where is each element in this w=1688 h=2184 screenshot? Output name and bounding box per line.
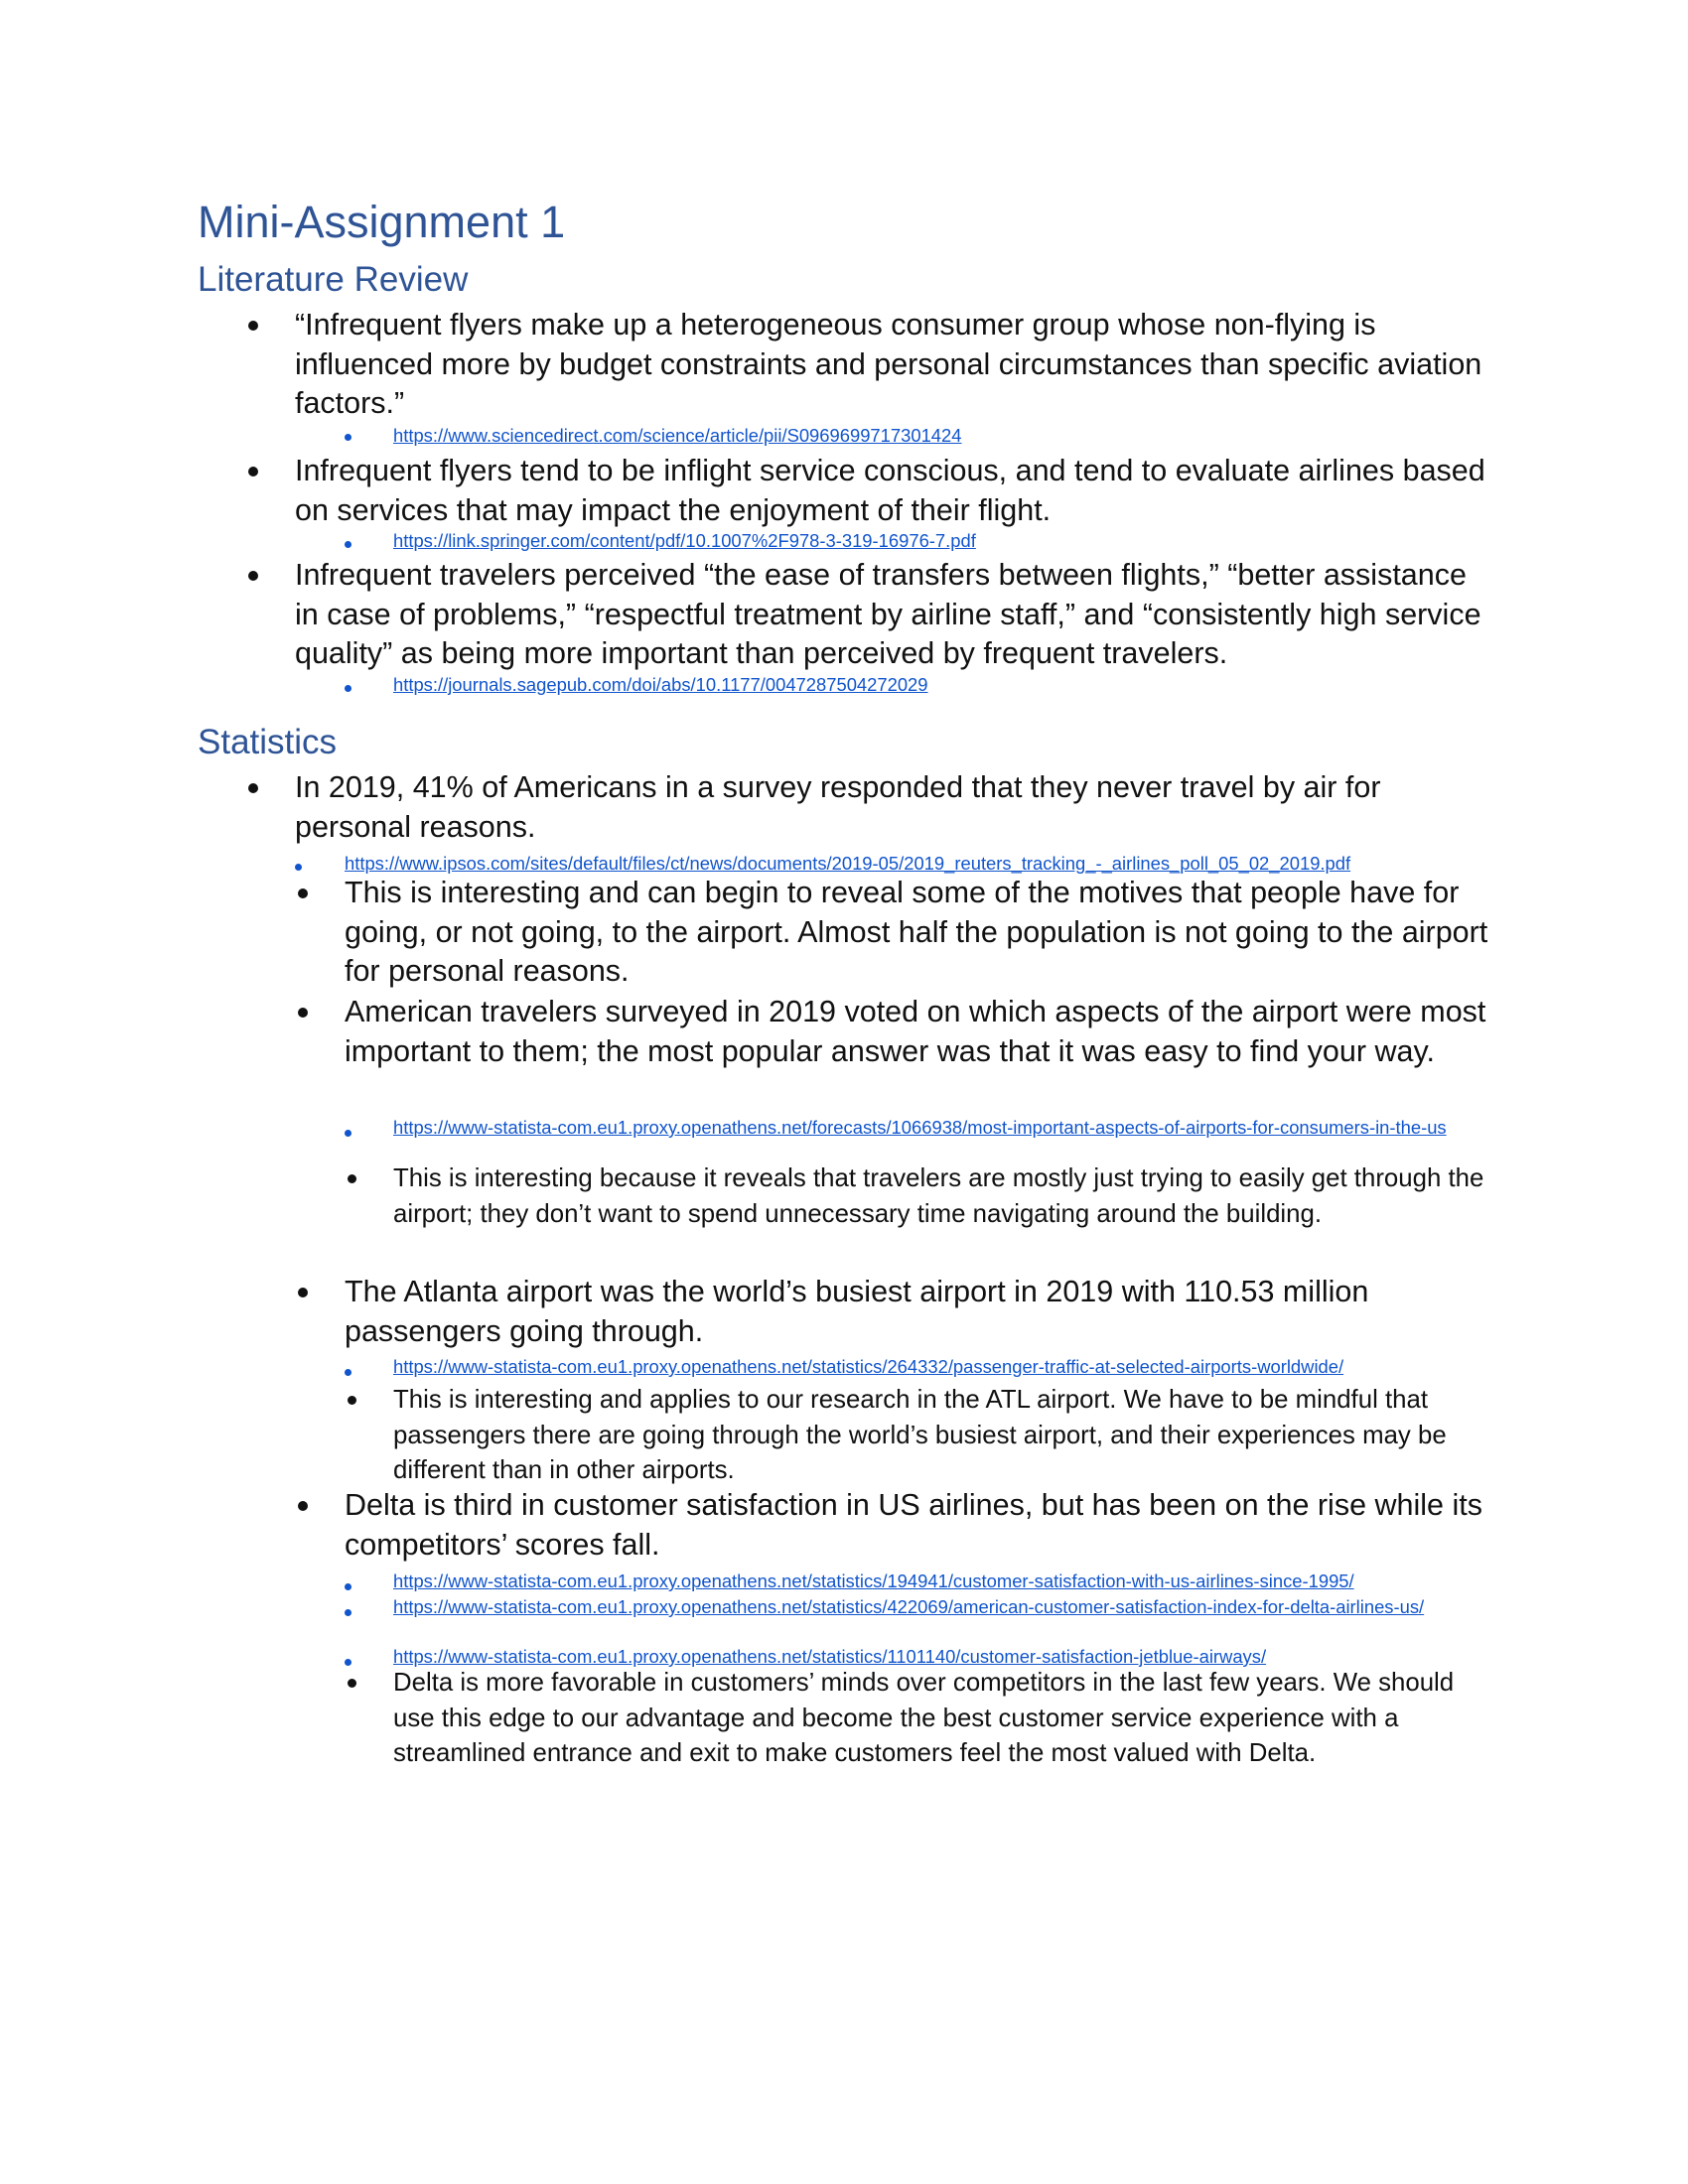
- bullet-icon: [348, 1396, 356, 1405]
- bullet-icon: [248, 783, 258, 793]
- section-heading-statistics: Statistics: [198, 723, 338, 761]
- statistics-note-text: This is interesting and can begin to reveal some of the motives that people have for going, or not going, to the airport. Almost half the population is not going to the airport for personal reasons.: [345, 876, 1488, 988]
- section-heading-literature-review: Literature Review: [198, 260, 469, 299]
- reference-link[interactable]: https://www.sciencedirect.com/science/article/pii/S0969699717301424: [393, 425, 962, 446]
- statistics-note-text: Delta is more favorable in customers’ minds over competitors in the last few years. We should use this edge to our advantage and become the best customer service experience with a streamlined entrance and exit to make customers feel the most valued with Delta.: [393, 1669, 1455, 1767]
- reference-link[interactable]: https://www-statista-com.eu1.proxy.openathens.net/statistics/422069/american-customer-satisfaction-index-for-delta-airlines-us/: [393, 1596, 1425, 1617]
- statistics-point-text: The Atlanta airport was the world’s busiest airport in 2019 with 110.53 million passengers going through.: [345, 1275, 1369, 1348]
- bullet-icon: [298, 1008, 308, 1018]
- bullet-icon: [348, 1174, 356, 1183]
- literature-item-text: Infrequent travelers perceived “the ease of transfers between flights,” “better assistance in case of problems,” “respectful treatment by airline staff,” and “consistently high service quality” as being more important than perceived by frequent travelers.: [295, 558, 1481, 670]
- literature-item-text: “Infrequent flyers make up a heterogeneous consumer group whose non-flying is influenced more by budget constraints and personal circumstances than specific aviation factors.”: [295, 308, 1482, 420]
- statistics-point-text: Delta is third in customer satisfaction in US airlines, but has been on the rise while its competitors’ scores fall.: [345, 1488, 1482, 1562]
- statistics-intro-text: In 2019, 41% of Americans in a survey responded that they never travel by air for personal reasons.: [295, 770, 1381, 844]
- reference-link[interactable]: https://www-statista-com.eu1.proxy.openathens.net/statistics/264332/passenger-traffic-at-selected-airports-worldwide/: [393, 1356, 1344, 1377]
- reference-link[interactable]: https://www.ipsos.com/sites/default/files/ct/news/documents/2019-05/2019_reuters_tracking_-_airlines_poll_05_02_2019.pdf: [345, 853, 1351, 874]
- statistics-note-text: This is interesting because it reveals that travelers are mostly just trying to easily get through the airport; they don’t want to spend unnecessary time navigating around the building.: [393, 1164, 1484, 1228]
- bullet-icon: [248, 321, 258, 331]
- reference-link[interactable]: https://www-statista-com.eu1.proxy.openathens.net/statistics/1101140/customer-satisfaction-jetblue-airways/: [393, 1646, 1267, 1667]
- bullet-icon: [298, 1501, 308, 1511]
- statistics-note-text: This is interesting and applies to our research in the ATL airport. We have to be mindful that passengers there are going through the world’s busiest airport, and their experiences may be different than in other airports.: [393, 1386, 1447, 1484]
- reference-link[interactable]: https://www-statista-com.eu1.proxy.openathens.net/forecasts/1066938/most-important-aspects-of-airports-for-consumers-in-the-us: [393, 1117, 1447, 1138]
- literature-item-text: Infrequent flyers tend to be inflight service conscious, and tend to evaluate airlines based on services that may impact the enjoyment of their flight.: [295, 454, 1485, 527]
- reference-link[interactable]: https://www-statista-com.eu1.proxy.openathens.net/statistics/194941/customer-satisfaction-with-us-airlines-since-1995/: [393, 1570, 1354, 1591]
- bullet-icon: [298, 1288, 308, 1297]
- page-title: Mini-Assignment 1: [198, 197, 566, 247]
- bullet-icon: [248, 467, 258, 477]
- bullet-icon: [298, 888, 308, 898]
- reference-link[interactable]: https://journals.sagepub.com/doi/abs/10.1177/0047287504272029: [393, 674, 928, 695]
- statistics-point-text: American travelers surveyed in 2019 voted on which aspects of the airport were most important to them; the most popular answer was that it was easy to find your way.: [345, 995, 1486, 1068]
- reference-link[interactable]: https://link.springer.com/content/pdf/10.1007%2F978-3-319-16976-7.pdf: [393, 530, 976, 551]
- bullet-icon: [348, 1679, 356, 1688]
- bullet-icon: [248, 571, 258, 581]
